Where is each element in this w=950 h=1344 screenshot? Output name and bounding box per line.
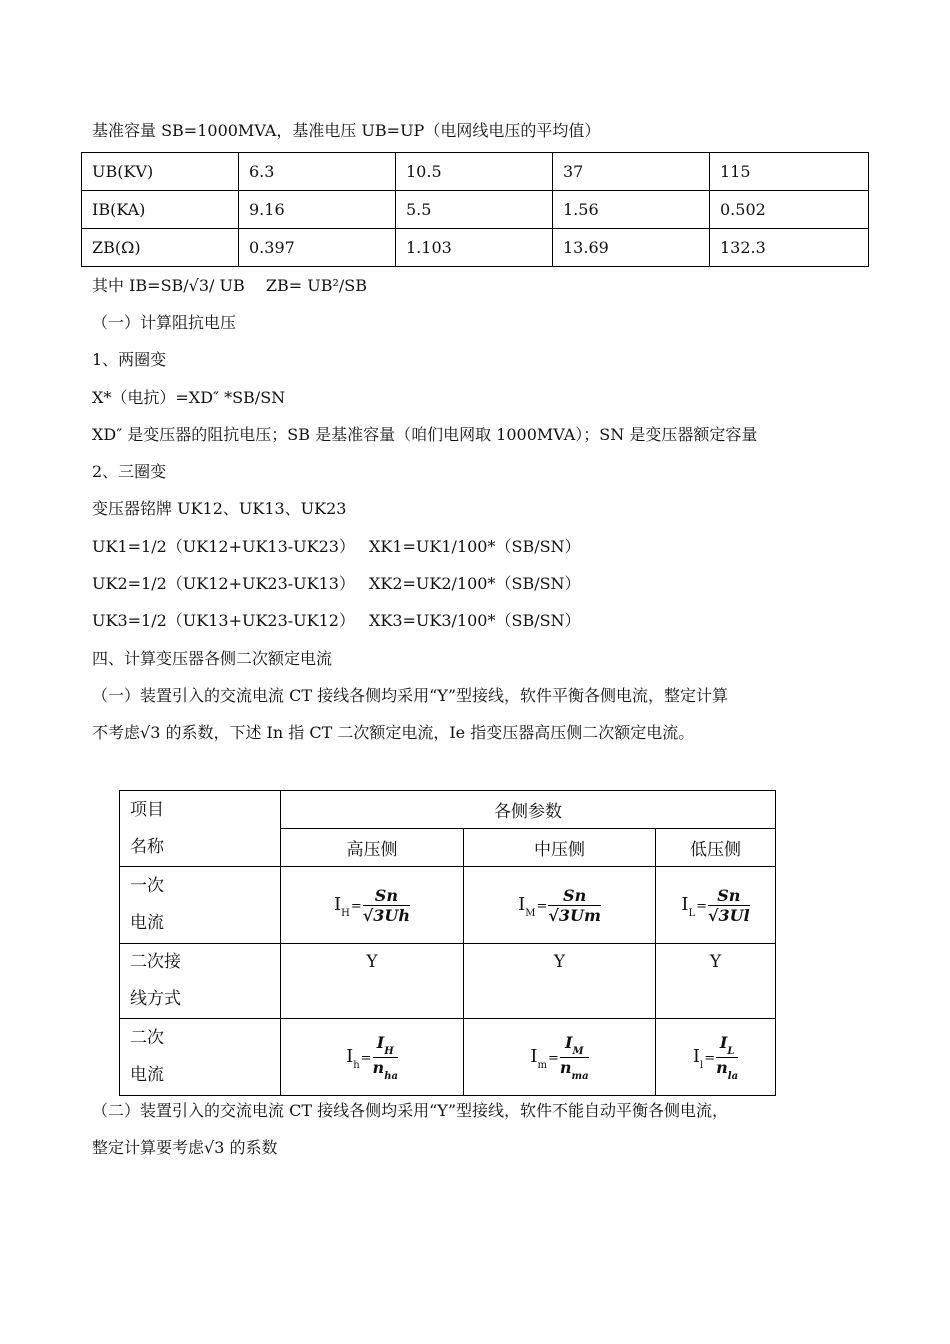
equals-sign: = [350, 898, 362, 914]
fraction-denominator: √3Ul [707, 905, 750, 925]
body-text: （二）装置引入的交流电流 CT 接线各侧均采用“Y”型接线，软件不能自动平衡各侧电流， [92, 1101, 729, 1120]
numerator-letter: I [719, 1032, 728, 1052]
formula-line: X*（电抗）=XD″ *SB/SN [92, 388, 286, 407]
current-symbol: I [692, 1045, 701, 1067]
formula-line: UK1=1/2（UK12+UK13-UK23） [92, 537, 355, 556]
equals-sign: = [548, 1050, 559, 1066]
fraction [363, 886, 410, 925]
formula-line: XK3=UK3/100*（SB/SN） [369, 611, 581, 630]
primary-current-formula [464, 867, 656, 944]
primary-current-formula [281, 867, 464, 944]
secondary-current-formula [656, 1019, 776, 1096]
formula-subscript: L [688, 907, 696, 919]
table-cell: 132.3 [710, 229, 869, 267]
equals-sign: = [536, 898, 548, 914]
table-cell: 1.56 [553, 191, 710, 229]
current-symbol: I [518, 893, 526, 915]
table-row [120, 1019, 776, 1096]
table-cell: 13.69 [553, 229, 710, 267]
row-label-line: 电流 [130, 913, 164, 933]
denominator-letter: n [559, 1057, 572, 1077]
formula-subscript: M [525, 907, 536, 919]
item-name-cell [120, 791, 281, 867]
primary-current-formula [656, 867, 776, 944]
table-row [120, 791, 776, 829]
table-cell: 6.3 [239, 153, 396, 191]
row-label-line: 一次 [130, 876, 164, 896]
fraction [373, 1033, 398, 1082]
formula-subscript: H [384, 1045, 394, 1057]
equals-sign: = [696, 898, 707, 914]
equals-sign: = [704, 1050, 716, 1066]
formula-subscript: M [572, 1045, 584, 1057]
fraction-denominator [373, 1058, 398, 1082]
section-heading: （一）计算阻抗电压 [92, 313, 237, 332]
column-header-mid: 中压侧 [464, 829, 656, 867]
table-cell: 37 [553, 153, 710, 191]
fraction [560, 1033, 589, 1082]
table-row [82, 191, 869, 229]
current-symbol: I [530, 1045, 538, 1067]
formula-subscript: la [727, 1070, 739, 1082]
table-header: 各侧参数 [281, 791, 776, 829]
table-cell: IB(KA) [82, 191, 239, 229]
formula-line: 其中 IB=SB/√3/ UB ZB= UB²/SB [92, 276, 367, 295]
table-cell: 9.16 [239, 191, 396, 229]
formula-subscript: H [341, 907, 350, 919]
column-header-low: 低压侧 [656, 829, 776, 867]
formula-subscript: l [700, 1059, 704, 1071]
table-cell: 0.397 [239, 229, 396, 267]
row-label [120, 1019, 281, 1096]
formula-line: UK2=1/2（UK12+UK23-UK13） [92, 574, 355, 593]
fraction-denominator [560, 1058, 589, 1082]
current-symbol: I [681, 893, 689, 915]
table-row [120, 944, 776, 1019]
fraction-denominator [716, 1058, 738, 1082]
formula-line: XK1=UK1/100*（SB/SN） [369, 537, 581, 556]
row-label-line: 二次 [130, 1028, 164, 1048]
subsection-heading: 2、三圈变 [92, 462, 167, 481]
body-text: 不考虑√3 的系数，下述 In 指 CT 二次额定电流，Ie 指变压器高压侧二次额定电流。 [92, 723, 695, 742]
table-cell: UB(KV) [82, 153, 239, 191]
parameter-table [119, 790, 776, 1096]
table-cell: 1.103 [396, 229, 553, 267]
fraction-numerator: Sn [363, 886, 410, 906]
denominator-letter: n [372, 1057, 385, 1077]
table-row [120, 867, 776, 944]
table-cell: 5.5 [396, 191, 553, 229]
body-text: 整定计算要考虑√3 的系数 [92, 1138, 278, 1157]
fraction [708, 886, 750, 925]
formula-subscript: ma [571, 1070, 589, 1082]
fraction-numerator [373, 1033, 398, 1058]
body-text: （一）装置引入的交流电流 CT 接线各侧均采用“Y”型接线，软件平衡各侧电流，整定计算 [92, 686, 729, 705]
row-label-line: 电流 [130, 1065, 164, 1085]
base-value-table [81, 152, 869, 267]
name-label: 名称 [130, 836, 164, 857]
table-row [82, 229, 869, 267]
secondary-current-formula [281, 1019, 464, 1096]
fraction-numerator: Sn [708, 886, 750, 906]
wiring-cell: Y [656, 944, 776, 1019]
table-cell: 115 [710, 153, 869, 191]
formula-line: UK3=1/2（UK13+UK23-UK12） [92, 611, 355, 630]
subsection-heading: 1、两圈变 [92, 350, 167, 369]
equals-sign: = [360, 1050, 372, 1066]
fraction-denominator: √3Um [548, 905, 601, 925]
row-label-line: 二次接 [130, 952, 181, 972]
fraction-numerator [716, 1033, 738, 1058]
row-label-line: 线方式 [130, 989, 181, 1009]
section-heading: 四、计算变压器各侧二次额定电流 [92, 649, 333, 668]
wiring-cell: Y [281, 944, 464, 1019]
row-label [120, 944, 281, 1019]
table-cell: 10.5 [396, 153, 553, 191]
formula-subscript: ha [384, 1070, 398, 1082]
wiring-cell: Y [464, 944, 656, 1019]
formula-subscript: h [353, 1059, 360, 1071]
formula-subscript: L [727, 1045, 735, 1057]
fraction [716, 1033, 738, 1082]
table-cell: 0.502 [710, 191, 869, 229]
denominator-letter: n [716, 1057, 728, 1077]
secondary-current-formula [464, 1019, 656, 1096]
fraction-numerator: Sn [548, 886, 601, 906]
table-row [82, 153, 869, 191]
intro-text: 基准容量 SB=1000MVA，基准电压 UB=UP（电网线电压的平均值） [92, 121, 601, 140]
numerator-letter: I [564, 1032, 573, 1052]
body-text: XD″ 是变压器的阻抗电压；SB 是基准容量（咱们电网取 1000MVA）；SN 是变压器额定容量 [92, 425, 758, 444]
current-symbol: I [346, 1045, 354, 1067]
fraction-numerator [560, 1033, 589, 1058]
formula-subscript: m [537, 1059, 547, 1071]
column-header-high: 高压侧 [281, 829, 464, 867]
formula-line: XK2=UK2/100*（SB/SN） [369, 574, 581, 593]
fraction [548, 886, 601, 925]
numerator-letter: I [376, 1032, 385, 1052]
row-label [120, 867, 281, 944]
current-symbol: I [334, 893, 342, 915]
item-label: 项目 [130, 799, 164, 820]
table-cell: ZB(Ω) [82, 229, 239, 267]
body-text: 变压器铭牌 UK12、UK13、UK23 [92, 499, 347, 518]
fraction-denominator: √3Uh [362, 905, 410, 925]
